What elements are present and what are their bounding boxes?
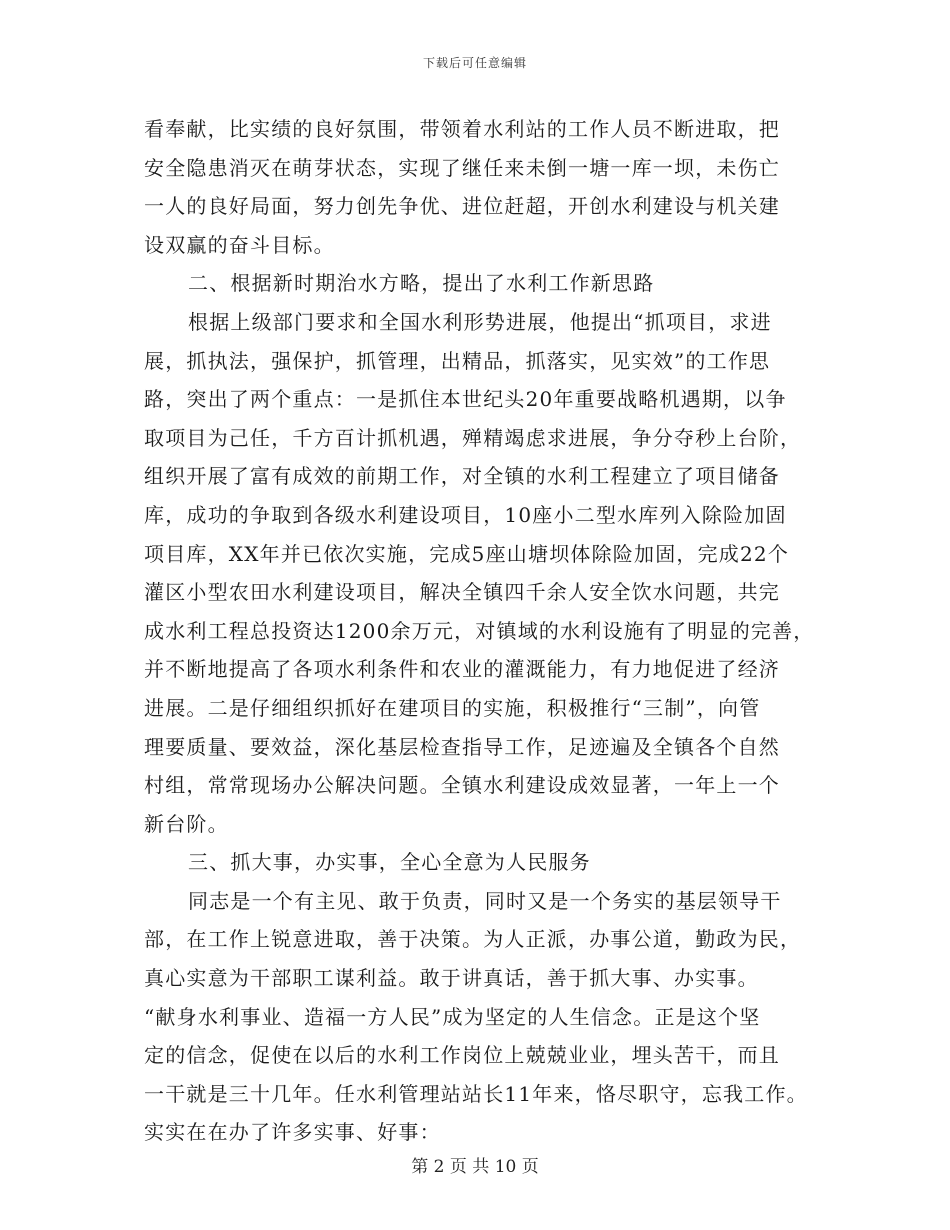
text-line: 灌区小型农田水利建设项目，解决全镇四千余人安全饮水问题，共完 [144,580,780,605]
text-line: 二、根据新时期治水方略，提出了水利工作新思路 [188,271,655,296]
text-line: 一人的良好局面，努力创先争优、进位赶超，开创水利建设与机关建 [144,194,780,219]
text-line: 理要质量、要效益，深化基层检查指导工作，足迹遍及全镇各个自然 [144,734,780,759]
text-line: 村组，常常现场办公解决问题。全镇水利建设成效显著，一年上一个 [144,773,780,798]
text-line: 项目库，XX年并已依次实施，完成5座山塘坝体除险加固，完成22个 [144,541,790,566]
page-header: 下载后可任意编辑 [422,56,527,70]
text-line: 并不断地提高了各项水利条件和农业的灌溉能力，有力地促进了经济 [144,657,780,682]
text-line: 新台阶。 [144,811,229,836]
text-line: “献身水利事业、造福一方人民”成为坚定的人生信念。正是这个坚 [144,1004,761,1029]
text-line: 进展。二是仔细组织抓好在建项目的实施，积极推行“三制”，向管 [144,695,761,720]
page-number-footer: 第 2 页 共 10 页 [411,1157,539,1177]
text-line: 库，成功的争取到各级水利建设项目，10座小二型水库列入除险加固 [144,502,787,527]
text-line: 成水利工程总投资达1200余万元，对镇域的水利设施有了明显的完善， [144,618,815,643]
text-line: 展，抓执法，强保护，抓管理，出精品，抓落实，见实效”的工作思 [144,348,771,373]
text-line: 看奉献，比实绩的良好氛围，带领着水利站的工作人员不断进取，把 [144,117,780,141]
text-line: 一干就是三十几年。任水利管理站站长11年来，恪尽职守，忘我工作。 [144,1081,808,1106]
text-line: 部，在工作上锐意进取，善于决策。为人正派，办事公道，勤政为民， [144,927,802,952]
text-line: 安全隐患消灭在萌芽状态，实现了继任来未倒一塘一库一坝，未伤亡 [144,155,780,180]
text-line: 取项目为己任，千方百计抓机遇，殚精竭虑求进展，争分夺秒上台阶， [144,425,802,450]
text-line: 三、抓大事，办实事，全心全意为人民服务 [188,850,591,875]
text-line: 同志是一个有主见、敢于负责，同时又是一个务实的基层领导干 [188,888,782,913]
text-line: 实实在在办了许多实事、好事： [144,1120,441,1145]
text-line: 路，突出了两个重点：一是抓住本世纪头20年重要战略机遇期，以争 [144,387,787,412]
text-line: 组织开展了富有成效的前期工作，对全镇的水利工程建立了项目储备 [144,464,780,489]
text-line: 真心实意为干部职工谋利益。敢于讲真话，善于抓大事、办实事。 [144,966,759,991]
text-line: 定的信念，促使在以后的水利工作岗位上兢兢业业，埋头苦干，而且 [144,1043,780,1068]
document-body [144,110,824,1152]
text-line: 设双赢的奋斗目标。 [144,232,335,257]
text-line: 根据上级部门要求和全国水利形势进展，他提出“抓项目，求进 [188,309,772,334]
